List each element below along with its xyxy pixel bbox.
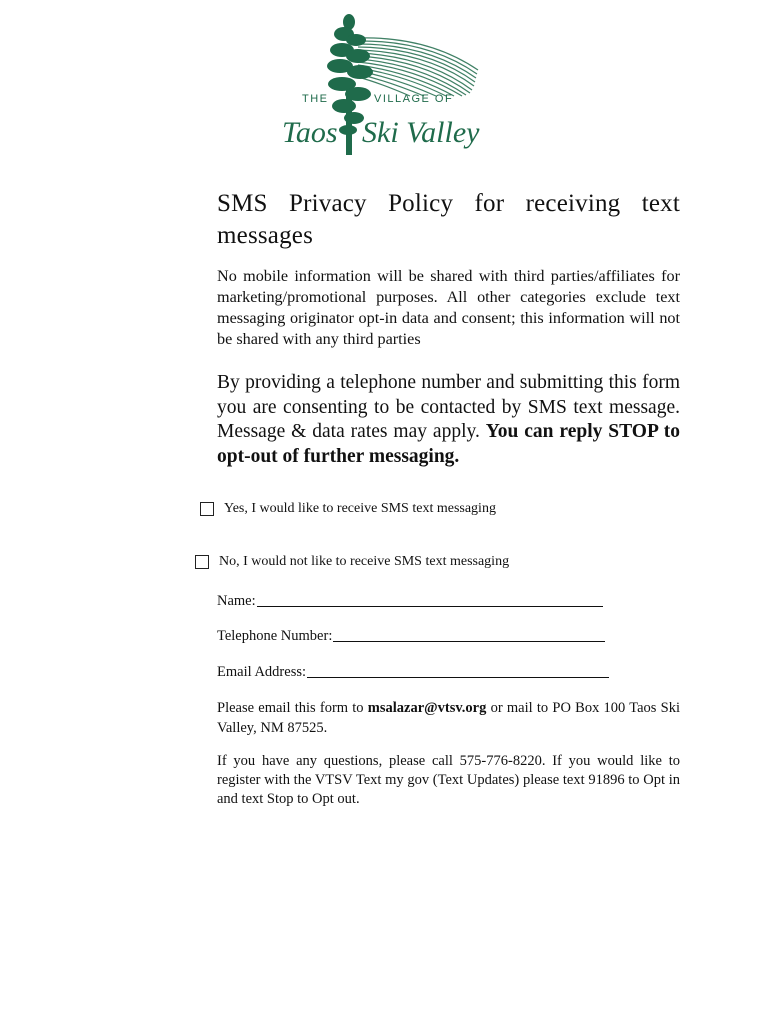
no-label: No, I would not like to receive SMS text messaging bbox=[219, 554, 510, 569]
telephone-input-line[interactable] bbox=[333, 627, 605, 642]
tree-logo-icon bbox=[278, 10, 488, 158]
name-field bbox=[217, 592, 603, 610]
logo-ski-valley-text: Ski Valley bbox=[362, 116, 480, 149]
email-input-line[interactable] bbox=[307, 663, 609, 678]
email-label: Email Address: bbox=[217, 664, 307, 680]
email-field bbox=[217, 663, 609, 681]
logo-village-of-text: VILLAGE OF bbox=[374, 93, 454, 105]
contact-email: msalazar@vtsv.org bbox=[367, 700, 487, 716]
page-title: SMS Privacy Policy for receiving text messages bbox=[217, 190, 680, 249]
yes-checkbox[interactable] bbox=[200, 502, 214, 516]
name-label: Name: bbox=[217, 593, 256, 609]
questions-paragraph: If you have any questions, please call 575-776-8220. If you would like to register with the VTSV Text my gov (Text Updates) please text 91896 to Opt in and text Stop to Opt out. bbox=[217, 753, 680, 807]
submission-text-after: or mail to PO Box 100 Taos Ski Valley, NM 87525. bbox=[217, 700, 680, 736]
no-option[interactable] bbox=[195, 554, 509, 570]
telephone-label: Telephone Number: bbox=[217, 628, 333, 644]
consent-paragraph bbox=[217, 371, 680, 469]
yes-label: Yes, I would like to receive SMS text messaging bbox=[224, 501, 496, 516]
consent-stop-text: You can reply STOP to opt-out of further messaging. bbox=[217, 421, 680, 467]
logo-the-text: THE bbox=[302, 93, 329, 105]
no-checkbox[interactable] bbox=[195, 555, 209, 569]
submission-text-before: Please email this form to bbox=[217, 700, 368, 716]
telephone-field bbox=[217, 627, 605, 645]
yes-option[interactable] bbox=[200, 501, 496, 517]
privacy-paragraph: No mobile information will be shared with third parties/affiliates for marketing/promotional purposes. All other categories exclude text messaging originator opt-in data and consent; this information will not be shared with any third parties bbox=[217, 267, 680, 348]
name-input-line[interactable] bbox=[257, 592, 603, 607]
submission-instructions bbox=[217, 698, 680, 738]
logo-taos-text: Taos bbox=[282, 116, 338, 149]
village-logo bbox=[278, 10, 488, 158]
consent-text: By providing a telephone number and submitting this form you are consenting to be contacted by SMS text message. Message & data rates may apply. bbox=[217, 372, 680, 442]
